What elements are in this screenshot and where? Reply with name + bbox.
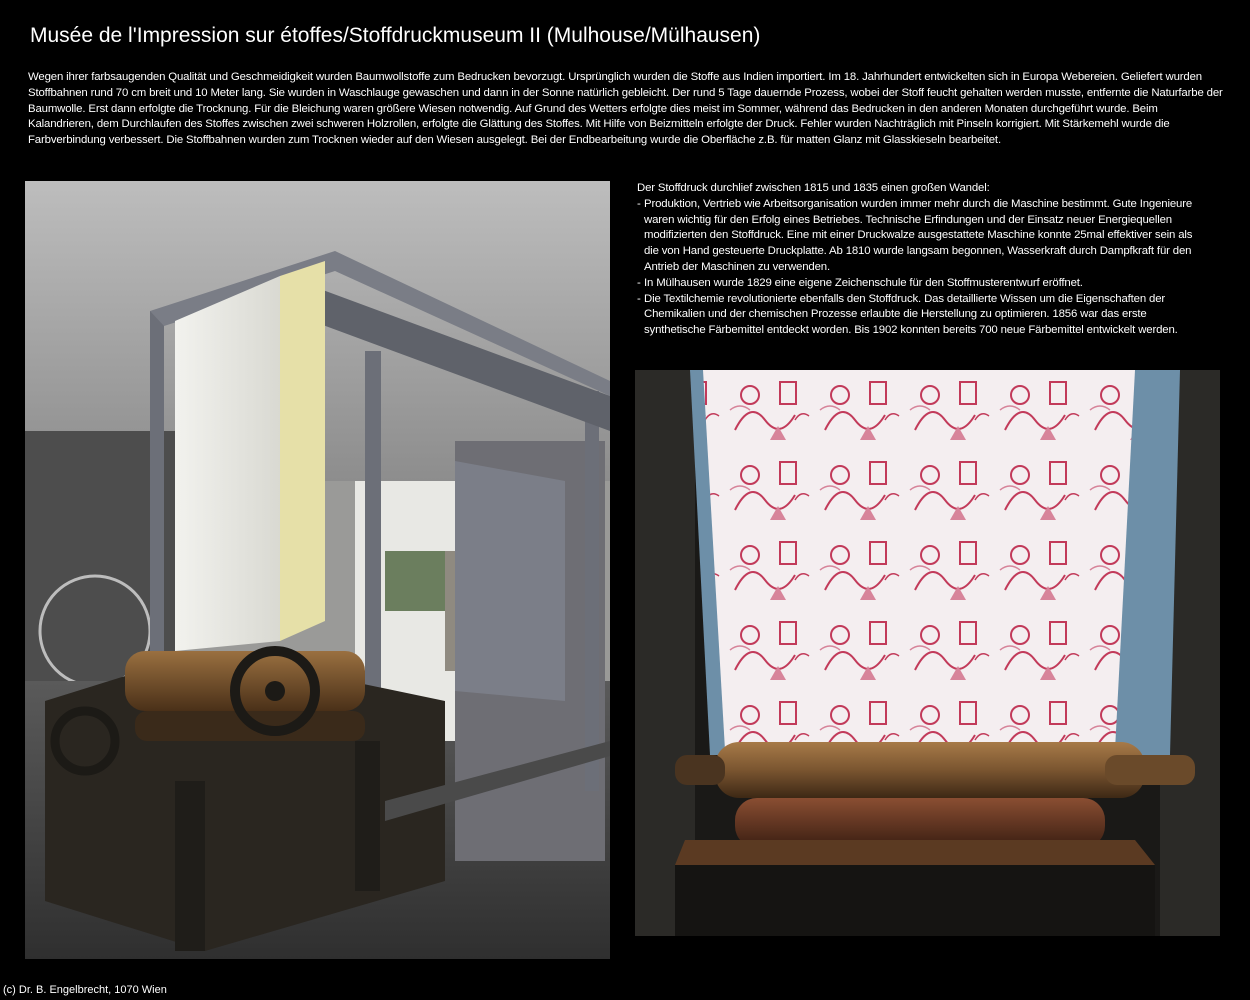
printing-machine-illustration bbox=[25, 181, 610, 959]
history-lead: Der Stoffdruck durchlief zwischen 1815 und 1835 einen großen Wandel: bbox=[637, 182, 990, 194]
page-title: Musée de l'Impression sur étoffes/Stoffdruckmuseum II (Mulhouse/Mülhausen) bbox=[30, 24, 761, 47]
list-dash: - bbox=[637, 276, 641, 289]
history-list bbox=[637, 197, 1202, 339]
list-dash: - bbox=[637, 292, 641, 305]
list-item-text: Die Textilchemie revolutionierte ebenfalls den Stoffdruck. Das detaillierte Wissen um die Eigenschaften der Chemikalien und der chemischen Prozesse erlaubte die Herstellung zu optimieren. 1856 war das erste synthetische Färbemittel entdeckt worden. Bis 1902 konnten bereits 700 neue Färbemittel entwickelt werden. bbox=[644, 292, 1178, 337]
list-item-text: In Mülhausen wurde 1829 eine eigene Zeichenschule für den Stoffmusterentwurf eröffnet. bbox=[644, 276, 1083, 289]
printing-machine-photo bbox=[25, 181, 610, 959]
list-item bbox=[637, 292, 1202, 339]
history-text bbox=[637, 181, 1202, 339]
list-item-text: Produktion, Vertrieb wie Arbeitsorganisation wurden immer mehr durch die Maschine bestimmt. Gute Ingenieure waren wichtig für den Erfolg eines Betriebes. Technische Erfindungen und der Einsatz neuer Energiequellen modifizierten den Stoffdruck. Eine mit einer Druckwalze ausgestattete Maschine konnte 25mal effektiver sein als die von Hand gesteuerte Druckplatte. Ab 1810 wurde langsam begonnen, Wasserkraft durch Dampfkraft für den Antrieb der Maschinen zu verwenden. bbox=[644, 197, 1193, 273]
list-item bbox=[637, 276, 1202, 292]
copyright-footer: (c) Dr. B. Engelbrecht, 1070 Wien bbox=[3, 984, 167, 996]
printed-fabric-photo bbox=[635, 370, 1220, 936]
list-item bbox=[637, 197, 1202, 276]
list-dash: - bbox=[637, 197, 641, 210]
printed-fabric-illustration bbox=[635, 370, 1220, 936]
intro-paragraph: Wegen ihrer farbsaugenden Qualität und Geschmeidigkeit wurden Baumwollstoffe zum Bedrucken bevorzugt. Ursprünglich wurden die Stoffe aus Indien importiert. Im 18. Jahrhundert entwickelten sich in Europa Webereien. Geliefert wurden Stoffbahnen rund 70 cm breit und 10 Meter lang. Sie wurden in Waschlauge gewaschen und dann in der Sonne natürlich gebleicht. Der rund 5 Tage dauernde Prozess, wobei der Stoff feucht gehalten werden musste, entfernte die Naturfarbe der Baumwolle. Erst dann erfolgte die Trocknung. Für die Bleichung waren größere Wiesen notwendig. Auf Grund des Wetters erfolgte dies meist im Sommer, während das Bedrucken in den anderen Monaten durchgeführt wurde. Beim Kalandrieren, dem Durchlaufen des Stoffes zwischen zwei schweren Holzrollen, erfolgte die Glättung des Stoffes. Mit Hilfe von Beizmitteln erfolgte der Druck. Fehler wurden Nachträglich mit Pinseln korrigiert. Mit Stärkemehl wurde die Farbverbindung verbessert. Die Stoffbahnen wurden zum Trocknen wieder auf den Wiesen ausgelegt. Bei der Endbearbeitung wurde die Oberfläche z.B. für matten Glanz mit Glasskieseln bearbeitet. bbox=[28, 71, 1223, 147]
